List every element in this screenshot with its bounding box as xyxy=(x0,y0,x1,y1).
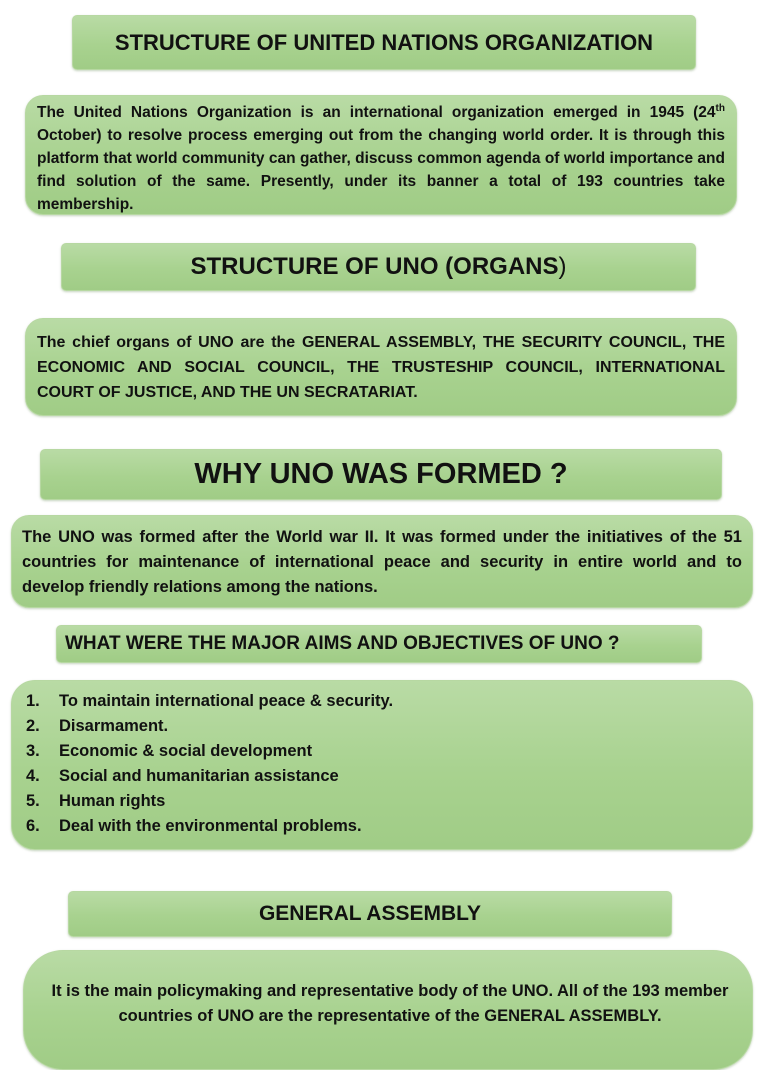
list-item xyxy=(26,764,742,789)
list-item-number: 3. xyxy=(26,742,40,760)
list-item xyxy=(26,714,742,739)
list-item-number: 6. xyxy=(26,817,40,835)
list-item-text: Disarmament. xyxy=(59,717,169,735)
list-item-text: Social and humanitarian assistance xyxy=(59,767,339,785)
list-item-number: 5. xyxy=(26,792,40,810)
heading-aims-and-objectives xyxy=(56,625,702,663)
heading-text: WHAT WERE THE MAJOR AIMS AND OBJECTIVES OF UNO ? xyxy=(65,633,620,654)
list-item-text: Deal with the environmental problems. xyxy=(59,817,362,835)
general-assembly-text: It is the main policymaking and representative body of the UNO. All of the 193 member countries of UNO are the representative of the GENERAL ASSEMBLY. xyxy=(51,982,729,1025)
list-item-text: Human rights xyxy=(59,792,166,810)
organs-paragraph-box xyxy=(25,318,737,416)
list-item-text: To maintain international peace & security. xyxy=(59,692,394,710)
heading-text: STRUCTURE OF UNITED NATIONS ORGANIZATION xyxy=(114,29,654,55)
heading-why-uno-was-formed xyxy=(40,449,722,500)
heading-text-paren: ) xyxy=(558,253,567,280)
list-item xyxy=(26,689,742,714)
list-item xyxy=(26,814,742,839)
heading-text: GENERAL ASSEMBLY xyxy=(258,902,482,925)
intro-text-part-2: October) to resolve process emerging out from the changing world order. It is through this platform that world community can gather, discuss common agenda of world importance and find solution of the same. Presently, under its banner a total of 193 countries take membership. xyxy=(37,127,725,213)
aims-list-box xyxy=(11,680,753,850)
organs-text: The chief organs of UNO are the GENERAL ASSEMBLY, THE SECURITY COUNCIL, THE ECONOMIC AND SOCIAL COUNCIL, THE TRUSTESHIP COUNCIL, INTERNATIONAL COURT OF JUSTICE, AND THE UN SECRATARIAT. xyxy=(37,334,725,401)
list-item xyxy=(26,789,742,814)
intro-text-part-1: The United Nations Organization is an international organization emerged in 1945 (24 xyxy=(37,104,716,121)
heading-general-assembly xyxy=(68,891,672,937)
list-item xyxy=(26,739,742,764)
formation-text: The UNO was formed after the World war II. It was formed under the initiatives of the 51 countries for maintenance of international peace and security in entire world and to develop friendly relations among the nations. xyxy=(22,528,742,596)
list-item-text: Economic & social development xyxy=(59,742,313,760)
aims-list xyxy=(26,689,742,839)
list-item-number: 1. xyxy=(26,692,40,710)
list-item-number: 4. xyxy=(26,767,40,785)
heading-structure-of-uno-organs xyxy=(61,243,696,291)
heading-text: WHY UNO WAS FORMED ? xyxy=(194,458,568,490)
heading-text-main: STRUCTURE OF UNO (ORGANS xyxy=(190,253,559,280)
general-assembly-paragraph-box xyxy=(23,950,753,1070)
intro-text-superscript: th xyxy=(715,102,725,114)
heading-structure-of-uno-organization xyxy=(72,15,696,70)
formation-paragraph-box xyxy=(11,515,753,608)
intro-paragraph-box xyxy=(25,95,737,215)
list-item-number: 2. xyxy=(26,717,40,735)
